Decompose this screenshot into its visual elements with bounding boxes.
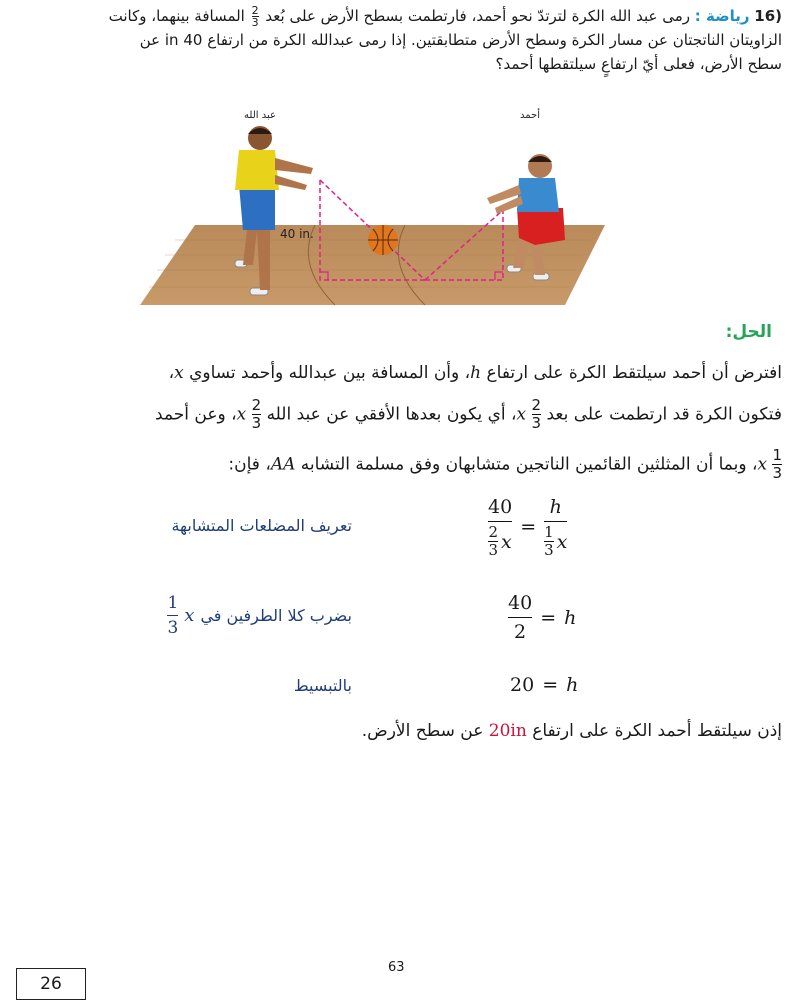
equation-2 xyxy=(508,592,576,643)
solution-line-1 xyxy=(12,358,782,388)
reason-1: تعريف المضلعات المتشابهة xyxy=(171,516,352,535)
d: 3 xyxy=(531,414,542,432)
n40: 40 xyxy=(488,496,513,518)
eq1-right xyxy=(544,496,567,558)
n20: 20 xyxy=(510,674,535,696)
frac-num: 2 xyxy=(251,4,259,17)
var-h: h xyxy=(566,674,579,696)
equals-sign: = xyxy=(520,516,537,538)
n40: 40 xyxy=(508,592,533,614)
n: 2 xyxy=(251,396,262,414)
solution-line-3 xyxy=(12,448,782,481)
solution-line-2 xyxy=(12,398,782,431)
equation-1 xyxy=(488,496,567,558)
reason-2-frac xyxy=(167,594,178,637)
n: 2 xyxy=(531,396,542,414)
height-label: 40 in. xyxy=(280,227,314,241)
problem-line-1 xyxy=(12,4,782,28)
problem-line1b-text: المسافة بينهما، وكانت xyxy=(108,7,245,25)
d: 3 xyxy=(488,541,498,559)
problem-number: 16) xyxy=(754,7,782,25)
var-x: x xyxy=(516,404,527,425)
solution-title: الحل: xyxy=(725,322,772,342)
eq2-left xyxy=(508,592,532,643)
final-text-b: عن سطح الأرض. xyxy=(361,721,484,741)
final-text-a: إذن سيلتقط أحمد الكرة على ارتفاع xyxy=(532,721,782,741)
var-x: x xyxy=(757,454,768,475)
sol-text-2c: ، وعن أحمد xyxy=(155,404,237,425)
equals-sign: = xyxy=(542,674,559,696)
var-aa: AA xyxy=(270,454,296,475)
var-h: h xyxy=(549,496,562,518)
n: 2 xyxy=(488,523,498,541)
var-x: x xyxy=(556,530,568,553)
d: 3 xyxy=(251,414,262,432)
final-answer-value: 20in xyxy=(488,721,527,741)
d: 3 xyxy=(772,464,782,482)
n3: 3 xyxy=(167,618,179,638)
final-answer-line xyxy=(12,716,782,746)
sol-text-3a: ، وبما أن المثلثين القائمين الناتجين متشابهان وفق مسلمة التشابه xyxy=(300,454,758,475)
frac-den: 3 xyxy=(251,16,259,29)
problem-line1-text: رمى عبد الله الكرة لترتدّ نحو أحمد، فارتطمت بسطح الأرض على بُعد xyxy=(265,7,690,25)
basketball-figure xyxy=(135,100,615,310)
sol-text-1a: افترض أن أحمد سيلتقط الكرة على ارتفاع xyxy=(486,363,782,383)
frac-two-thirds-a xyxy=(532,398,542,431)
problem-category: رياضة : xyxy=(694,7,750,25)
frac-one-third xyxy=(772,448,782,481)
n: 1 xyxy=(772,446,782,464)
label-ahmad: أحمد xyxy=(520,110,540,121)
equals-sign: = xyxy=(540,606,557,629)
var-h: h xyxy=(564,606,577,629)
n1: 1 xyxy=(167,593,179,613)
eq1-left xyxy=(488,496,512,558)
var-h: h xyxy=(470,363,482,383)
frac-two-thirds-b xyxy=(252,398,262,431)
n: 1 xyxy=(544,523,554,541)
var-x: x xyxy=(236,404,247,425)
reason-2-text: بضرب كلا الطرفين في xyxy=(200,606,352,625)
problem-line-3: سطح الأرض، فعلى أيّ ارتفاعٍ سيلتقطها أحمد؟ xyxy=(495,55,782,73)
reason-2 xyxy=(167,594,352,637)
var-x: x xyxy=(501,530,512,553)
sol-text-1b: ، وأن المسافة بين عبدالله وأحمد تساوي xyxy=(189,363,471,383)
problem-line-2: الزاويتان الناتجتان عن مسار الكرة وسطح الأرض متطابقتين. إذا رمى عبدالله الكرة من ارتفاع 40 in عن xyxy=(139,31,782,49)
label-abdullah: عبد الله xyxy=(244,110,276,121)
sol-text-1c: ، xyxy=(168,363,175,383)
page-box-number: 26 xyxy=(16,968,86,1000)
sol-text-3b: ، فإن: xyxy=(228,454,271,475)
var-x: x xyxy=(174,363,184,383)
equation-3 xyxy=(510,674,578,696)
n2: 2 xyxy=(514,621,527,643)
fraction-two-thirds xyxy=(252,5,259,28)
var-x: x xyxy=(184,605,195,626)
sol-text-2b: ، أي يكون بعدها الأفقي عن عبد الله xyxy=(266,404,517,425)
reason-3: بالتبسيط xyxy=(293,676,352,695)
problem-text xyxy=(12,4,782,76)
sol-text-2a: فتكون الكرة قد ارتطمت على بعد xyxy=(546,404,782,425)
page-number: 63 xyxy=(388,960,405,975)
basketball xyxy=(368,225,398,255)
d: 3 xyxy=(544,541,554,559)
